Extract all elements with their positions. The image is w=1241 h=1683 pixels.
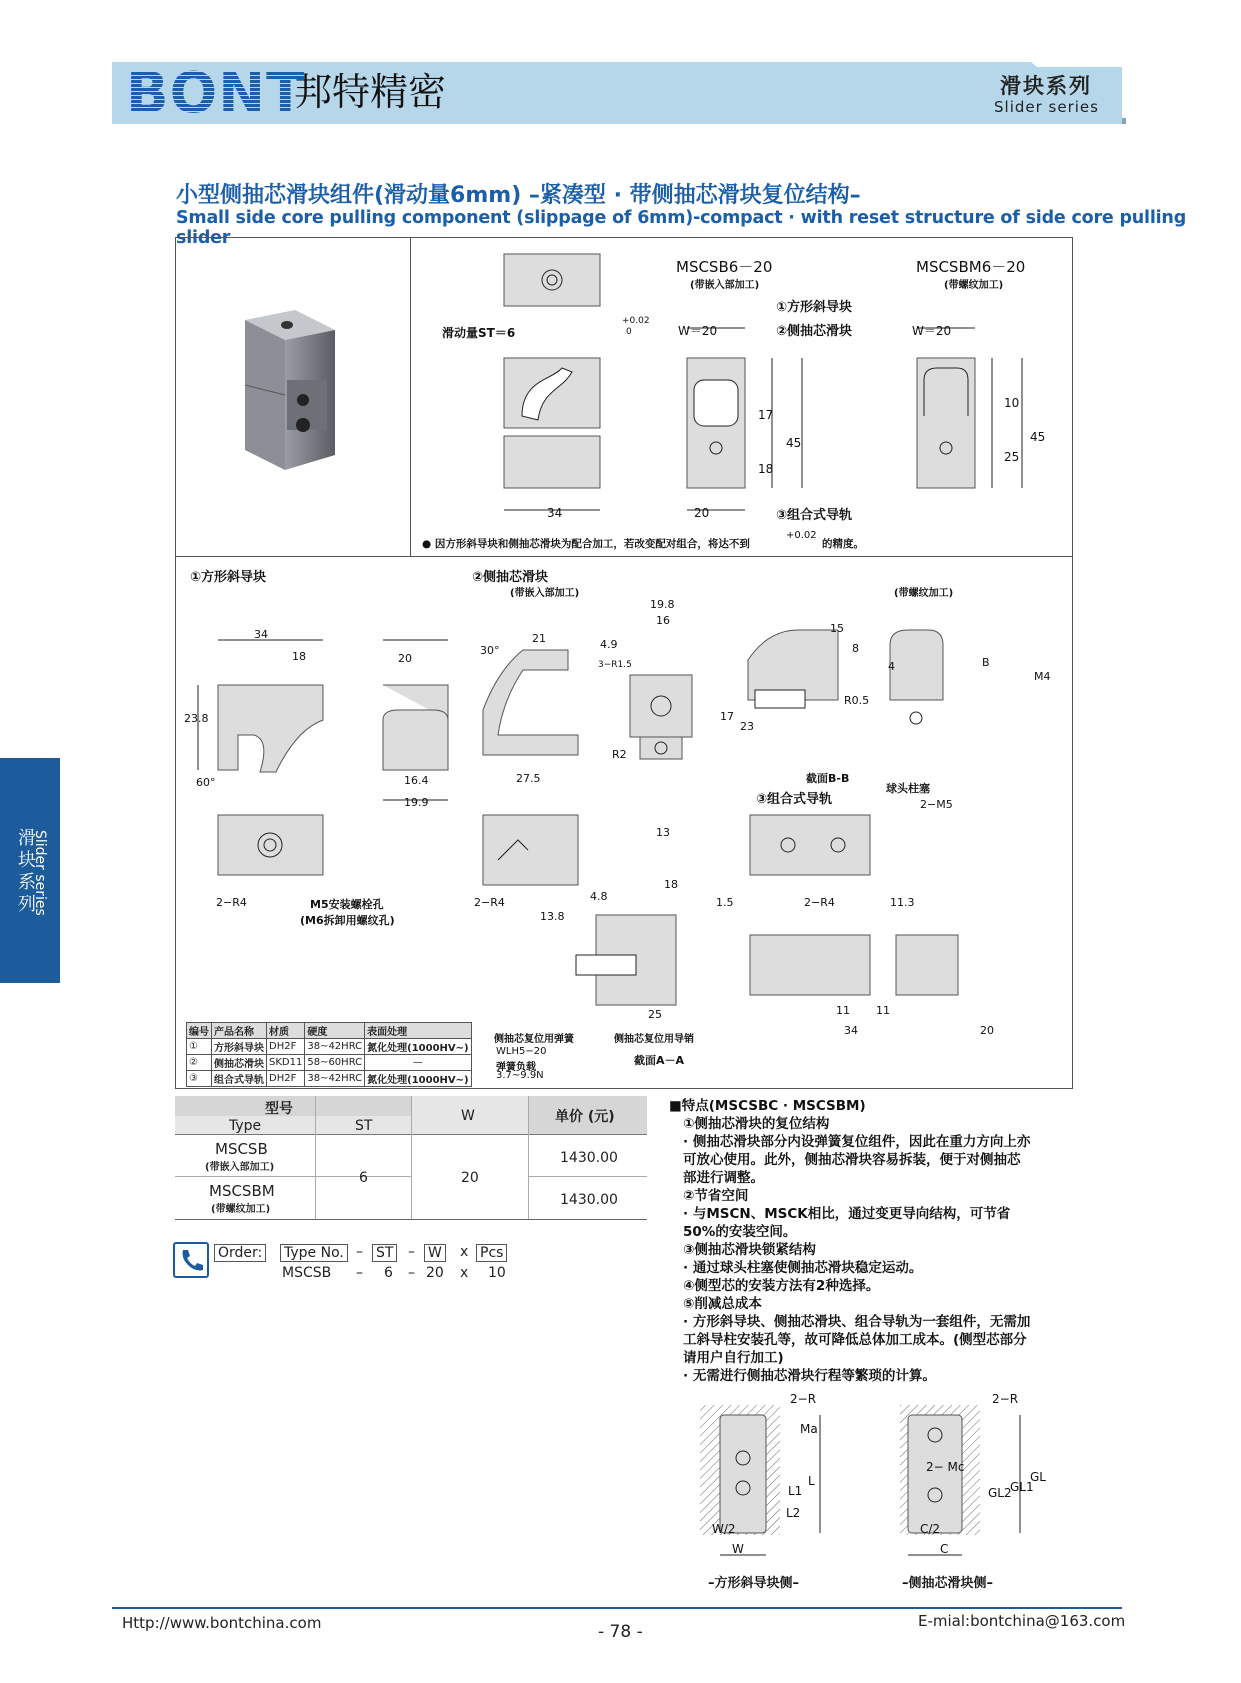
mat-cell: 组合式导轨 bbox=[212, 1071, 267, 1087]
table-row bbox=[187, 1039, 472, 1055]
dim-d4-8: 4.8 bbox=[590, 890, 608, 903]
order-value-w: 20 bbox=[426, 1265, 444, 1281]
features-list bbox=[669, 1097, 1089, 1385]
detail-drawings bbox=[178, 560, 1068, 1030]
price-type-1: MSCSB bbox=[215, 1140, 268, 1158]
mount-w: W bbox=[732, 1542, 744, 1556]
page-title-en: Small side core pulling component (slippage of 6mm)-compact · with reset structure of side core pulling slider bbox=[176, 208, 1187, 248]
dim-17: 17 bbox=[758, 408, 774, 422]
mount-gl: GL bbox=[1030, 1470, 1046, 1484]
dim-d18b: 18 bbox=[664, 878, 678, 891]
price-value-2: 1430.00 bbox=[560, 1192, 618, 1208]
phone-icon bbox=[173, 1242, 209, 1278]
mat-h-material: 材质 bbox=[267, 1023, 305, 1039]
mount-ma: Ma bbox=[800, 1422, 818, 1436]
mount-l: L bbox=[808, 1474, 815, 1488]
mount-w2: W/2 bbox=[712, 1522, 736, 1536]
footer-email[interactable]: E-mial:bontchina@163.com bbox=[918, 1612, 1126, 1630]
part-1-label: ①方形斜导块 bbox=[190, 570, 267, 585]
mat-cell: DH2F bbox=[267, 1039, 305, 1055]
part-3-label: ③组合式导轨 bbox=[756, 792, 833, 807]
section-aa: 截面A－A bbox=[634, 1054, 685, 1067]
dim-d19-8: 19.8 bbox=[650, 598, 675, 611]
price-h-w: W bbox=[461, 1108, 475, 1124]
dim-d20b: 20 bbox=[980, 1024, 994, 1037]
mat-cell: 氮化处理(1000HV∼) bbox=[365, 1039, 471, 1055]
dim-25: 25 bbox=[1004, 450, 1020, 464]
pin-label: 侧抽芯复位用导销 bbox=[614, 1034, 694, 1045]
order-field-pcs: Pcs bbox=[476, 1244, 507, 1262]
feature-line: · 侧抽芯滑块部分内设弹簧复位组件，因此在重力方向上亦 bbox=[683, 1134, 1031, 1150]
mat-cell: ① bbox=[187, 1039, 212, 1055]
dim-d4-9: 4.9 bbox=[600, 638, 618, 651]
order-sep-3: – bbox=[356, 1265, 363, 1281]
footer-url[interactable]: Http://www.bontchina.com bbox=[122, 1614, 322, 1632]
dim-d30: 30° bbox=[480, 644, 500, 657]
feature-line: · 方形斜导块、侧抽芯滑块、组合导轨为一套组件，无需加 bbox=[683, 1314, 1031, 1330]
stroke-tol: +0.02 bbox=[622, 316, 650, 326]
spring-label: 侧抽芯复位用弹簧 bbox=[494, 1034, 574, 1045]
dim-34: 34 bbox=[547, 506, 563, 520]
mount-c: C bbox=[940, 1542, 949, 1556]
order-label: Order: bbox=[214, 1244, 266, 1262]
feature-line: · 与MSCN、MSCK相比，通过变更导向结构，可节省 bbox=[683, 1206, 1011, 1222]
feature-line: ①侧抽芯滑块的复位结构 bbox=[683, 1116, 830, 1132]
feature-line: · 无需进行侧抽芯滑块行程等繁琐的计算。 bbox=[683, 1368, 936, 1384]
dim-dM4: M4 bbox=[1034, 670, 1051, 683]
order-value-pcs: 10 bbox=[488, 1265, 506, 1281]
dim-d3r15: 3−R1.5 bbox=[598, 660, 632, 670]
mount-mc: 2− Mc bbox=[926, 1460, 965, 1474]
dim-r4-1: 2−R4 bbox=[216, 896, 247, 909]
mat-h-hardness: 硬度 bbox=[305, 1023, 365, 1039]
table-row bbox=[187, 1055, 472, 1071]
spring-range: 3.7∼9.9N bbox=[496, 1070, 544, 1081]
feature-line: 部进行调整。 bbox=[683, 1170, 764, 1186]
dim-d11-b: 11 bbox=[876, 1004, 890, 1017]
brand-logo: BONT bbox=[126, 61, 306, 126]
m6-hole: (M6拆卸用螺纹孔) bbox=[300, 914, 395, 927]
part-2-note: (带嵌入部加工) bbox=[510, 588, 580, 599]
mount-l1: L1 bbox=[788, 1484, 803, 1498]
dim-d16: 16 bbox=[656, 614, 670, 627]
mat-cell: 38∼42HRC bbox=[305, 1071, 365, 1087]
dim-d21: 21 bbox=[532, 632, 546, 645]
table-row bbox=[187, 1071, 472, 1087]
dim-d23: 23 bbox=[740, 720, 754, 733]
price-type-1-note: (带嵌入部加工) bbox=[205, 1162, 275, 1173]
frame-divider-h bbox=[175, 556, 1072, 557]
feature-line: 可放心使用。此外，侧抽芯滑块容易拆装，便于对侧抽芯 bbox=[683, 1152, 1021, 1168]
section-bb: 截面B-B bbox=[806, 772, 850, 785]
m5-bolt-hole: M5安装螺栓孔 bbox=[310, 898, 384, 911]
dim-18: 18 bbox=[758, 462, 774, 476]
order-x: x bbox=[460, 1244, 469, 1260]
dim-d13: 13 bbox=[656, 826, 670, 839]
mat-cell: SKD11 bbox=[267, 1055, 305, 1071]
dim-d20: 20 bbox=[398, 652, 412, 665]
order-sep-4: – bbox=[408, 1265, 415, 1281]
feature-line: 工斜导柱安装孔等，故可降低总体加工成本。(侧型芯部分 bbox=[683, 1332, 1027, 1348]
company-name: 邦特精密 bbox=[294, 70, 447, 114]
width-label-1: W＝20 bbox=[678, 324, 718, 338]
price-h-price: 单价 (元) bbox=[555, 1109, 615, 1125]
order-value-type: MSCSB bbox=[282, 1265, 332, 1281]
spring-load: 弹簧负载 bbox=[496, 1062, 536, 1073]
series-title-en: Slider series bbox=[994, 98, 1099, 116]
feature-line: 50%的安装空间。 bbox=[683, 1224, 797, 1240]
price-type-2: MSCSBM bbox=[209, 1182, 275, 1200]
fit-note-tail: 的精度。 bbox=[822, 538, 864, 550]
dim-d27-5: 27.5 bbox=[516, 772, 541, 785]
mat-h-name: 产品名称 bbox=[212, 1023, 267, 1039]
side-tab-cn: 滑块系列 bbox=[18, 828, 36, 915]
mat-h-no: 编号 bbox=[187, 1023, 212, 1039]
dim-10: 10 bbox=[1004, 396, 1020, 410]
mount-2r-left: 2−R bbox=[790, 1392, 817, 1406]
dim-d4: 4 bbox=[888, 660, 895, 673]
order-value-st: 6 bbox=[384, 1265, 393, 1281]
mat-cell: — bbox=[365, 1055, 471, 1071]
part-2b-note: (带螺纹加工) bbox=[894, 588, 954, 599]
mount-2r-right: 2−R bbox=[992, 1392, 1019, 1406]
dim-45: 45 bbox=[786, 436, 802, 450]
feature-line: ■特点(MSCSBC · MSCSBM) bbox=[669, 1098, 866, 1114]
price-type-2-note: (带螺纹加工) bbox=[211, 1204, 271, 1215]
series-title-cn: 滑块系列 bbox=[1000, 74, 1092, 98]
model-1-label: MSCSB6－20 bbox=[676, 258, 773, 276]
stroke-tol-zero: 0 bbox=[626, 327, 632, 337]
frame-divider-v bbox=[410, 237, 411, 556]
dim-d34: 34 bbox=[254, 628, 268, 641]
dim-d23-8: 23.8 bbox=[184, 712, 209, 725]
dim-d25: 25 bbox=[648, 1008, 662, 1021]
feature-line: ③侧抽芯滑块锁紧结构 bbox=[683, 1242, 816, 1258]
material-header-row bbox=[187, 1023, 472, 1039]
order-sep-2: – bbox=[408, 1244, 415, 1260]
callout-1: ①方形斜导块 bbox=[776, 300, 853, 315]
dim-d60: 60° bbox=[196, 776, 216, 789]
price-h-st: ST bbox=[355, 1118, 373, 1134]
spring-model: WLH5−20 bbox=[496, 1046, 547, 1057]
mat-cell: DH2F bbox=[267, 1071, 305, 1087]
order-x-2: x bbox=[460, 1265, 469, 1281]
mount-caption-left: –方形斜导块侧– bbox=[708, 1576, 800, 1591]
feature-line: 请用户自行加工) bbox=[683, 1350, 784, 1366]
dim-d15: 15 bbox=[830, 622, 844, 635]
price-table bbox=[175, 1096, 647, 1220]
price-h-model: 型号 bbox=[265, 1101, 293, 1117]
dim-d17: 17 bbox=[720, 710, 734, 723]
mat-cell: ② bbox=[187, 1055, 212, 1071]
ball-plunger: 球头柱塞 bbox=[886, 782, 930, 795]
price-h-type: Type bbox=[229, 1118, 262, 1134]
width-label-2: W＝20 bbox=[912, 324, 952, 338]
order-field-w: W bbox=[424, 1244, 446, 1262]
dim-d11-3: 11.3 bbox=[890, 896, 915, 909]
dim-d16-4: 16.4 bbox=[404, 774, 429, 787]
mat-h-surface: 表面处理 bbox=[365, 1023, 471, 1039]
feature-line: ⑤削减总成本 bbox=[683, 1296, 762, 1312]
feature-line: · 通过球头柱塞使侧抽芯滑块稳定运动。 bbox=[683, 1260, 923, 1276]
mount-gl2: GL2 bbox=[988, 1486, 1012, 1500]
price-w-value: 20 bbox=[461, 1170, 479, 1186]
dim-m5: 2−M5 bbox=[920, 798, 953, 811]
dim-d19-9: 19.9 bbox=[404, 796, 429, 809]
callout-3: ③组合式导轨 bbox=[776, 508, 853, 523]
dim-dR2: R2 bbox=[612, 748, 627, 761]
order-sep-1: – bbox=[356, 1244, 363, 1260]
callout-2: ②侧抽芯滑块 bbox=[776, 324, 853, 339]
dim-d8: 8 bbox=[852, 642, 859, 655]
order-field-type: Type No. bbox=[280, 1244, 348, 1262]
dim-r4-2: 2−R4 bbox=[474, 896, 505, 909]
model-1-note: (带嵌入部加工) bbox=[690, 280, 760, 291]
feature-line: ②节省空间 bbox=[683, 1188, 749, 1204]
dim-20: 20 bbox=[694, 506, 710, 520]
mat-cell: 氮化处理(1000HV∼) bbox=[365, 1071, 471, 1087]
dim-dR05: R0.5 bbox=[844, 694, 870, 707]
mat-cell: 侧抽芯滑块 bbox=[212, 1055, 267, 1071]
material-table bbox=[186, 1022, 472, 1087]
dim-45-right: 45 bbox=[1030, 430, 1046, 444]
page-number: - 78 - bbox=[598, 1622, 643, 1642]
mat-cell: ③ bbox=[187, 1071, 212, 1087]
footer-divider bbox=[112, 1607, 1122, 1609]
model-2-label: MSCSBM6－20 bbox=[916, 258, 1026, 276]
page-title-cn: 小型侧抽芯滑块组件(滑动量6mm) –紧凑型 · 带侧抽芯滑块复位结构– bbox=[176, 183, 861, 208]
price-value-1: 1430.00 bbox=[560, 1150, 618, 1166]
order-field-st: ST bbox=[372, 1244, 397, 1262]
dim-d34b: 34 bbox=[844, 1024, 858, 1037]
price-st-value: 6 bbox=[359, 1170, 368, 1186]
dim-dB: B bbox=[982, 656, 990, 669]
model-2-note: (带螺纹加工) bbox=[944, 280, 1004, 291]
feature-line: ④侧型芯的安装方法有2种选择。 bbox=[683, 1278, 880, 1294]
fit-note: ● 因方形斜导块和侧抽芯滑块为配合加工，若改变配对组合，将达不到 bbox=[422, 538, 750, 550]
part-2-label: ②侧抽芯滑块 bbox=[472, 570, 549, 585]
side-tab-en: Slider series bbox=[32, 830, 48, 916]
mount-l2: L2 bbox=[786, 1506, 801, 1520]
mat-cell: 方形斜导块 bbox=[212, 1039, 267, 1055]
fit-note-tol: +0.02 bbox=[786, 530, 817, 541]
mat-cell: 38∼42HRC bbox=[305, 1039, 365, 1055]
dim-d11-a: 11 bbox=[836, 1004, 850, 1017]
dim-d18: 18 bbox=[292, 650, 306, 663]
mount-c2: C/2 bbox=[920, 1522, 941, 1536]
dim-d1-5: 1.5 bbox=[716, 896, 734, 909]
mat-cell: 58∼60HRC bbox=[305, 1055, 365, 1071]
mount-gl1: GL1 bbox=[1010, 1480, 1034, 1494]
stroke-label: 滑动量ST＝6 bbox=[442, 326, 516, 340]
dim-r4-3: 2−R4 bbox=[804, 896, 835, 909]
mount-caption-right: –侧抽芯滑块侧– bbox=[902, 1576, 994, 1591]
product-photo bbox=[225, 300, 365, 480]
dim-d13-8: 13.8 bbox=[540, 910, 565, 923]
